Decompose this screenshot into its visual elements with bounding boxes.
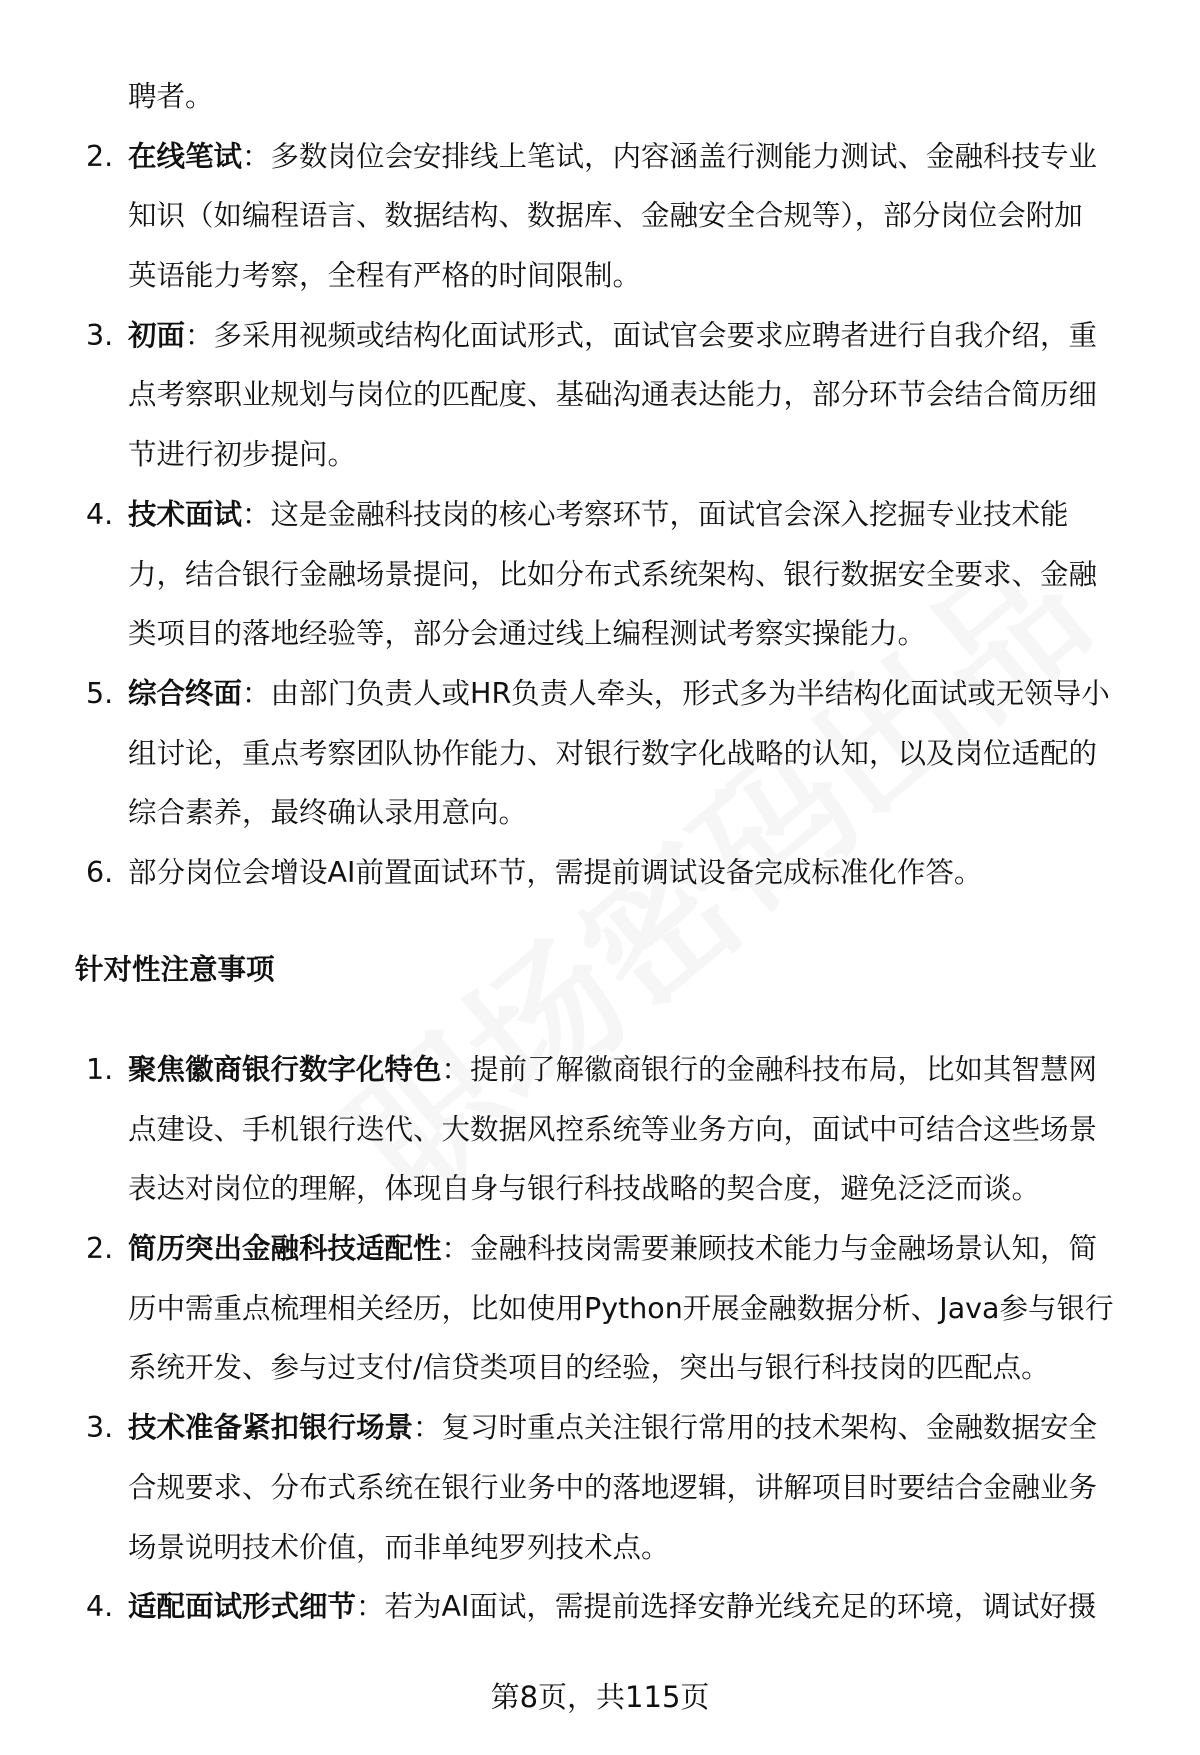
list-number: 4. xyxy=(86,497,114,531)
list-number: 3. xyxy=(86,318,114,352)
list-item xyxy=(0,306,1200,366)
item-text: ：复习时重点关注银行常用的技术架构、金融数据安全 xyxy=(413,1411,1098,1445)
list-number: 2. xyxy=(86,1232,114,1266)
item-label: 初面 xyxy=(128,318,186,352)
item-text-line: 点建设、手机银行迭代、大数据风控系统等业务方向，面试中可结合这些场景 xyxy=(128,1112,1098,1146)
item-text: ：多采用视频或结构化面试形式，面试官会要求应聘者进行自我介绍，重 xyxy=(185,318,1098,352)
item-text-line: 知识（如编程语言、数据结构、数据库、金融安全合规等），部分岗位会附加 xyxy=(128,199,1083,233)
item-text-line: 场景说明技术价值，而非单纯罗列技术点。 xyxy=(128,1530,670,1564)
list-number: 6. xyxy=(86,855,114,889)
item-text: ：由部门负责人或HR负责人牵头，形式多为半结构化面试或无领导小 xyxy=(242,676,1110,710)
item-label: 简历突出金融科技适配性 xyxy=(128,1232,442,1266)
item-text: ：金融科技岗需要兼顾技术能力与金融场景认知，简 xyxy=(441,1232,1098,1266)
list-item xyxy=(0,1219,1200,1279)
interview-process-list xyxy=(0,67,1200,903)
item-text: 部分岗位会增设AI前置面试环节，需提前调试设备完成标准化作答。 xyxy=(128,855,983,889)
item-text-line: 点考察职业规划与岗位的匹配度、基础沟通表达能力，部分环节会结合简历细 xyxy=(128,378,1098,412)
notes-list xyxy=(0,1040,1200,1637)
list-number: 2. xyxy=(86,139,114,173)
item-label: 聚焦徽商银行数字化特色 xyxy=(128,1053,442,1086)
list-number: 5. xyxy=(86,676,114,710)
item-text-line: 综合素养，最终确认录用意向。 xyxy=(128,796,528,830)
item-text-line: 英语能力考察，全程有严格的时间限制。 xyxy=(128,259,642,293)
list-number: 1. xyxy=(86,1053,114,1086)
item-text-line: 节进行初步提问。 xyxy=(128,438,357,472)
list-number: 3. xyxy=(86,1411,114,1445)
list-number: 4. xyxy=(86,1590,114,1624)
list-item xyxy=(0,843,1200,903)
item-text-line: 表达对岗位的理解，体现自身与银行科技战略的契合度，避免泛泛而谈。 xyxy=(128,1172,1041,1206)
page-footer: 第8页，共115页 xyxy=(490,1680,710,1714)
list-item xyxy=(0,485,1200,545)
item-text-line: 系统开发、参与过支付/信贷类项目的经验，突出与银行科技岗的匹配点。 xyxy=(128,1351,1050,1385)
item-label: 技术面试 xyxy=(128,497,243,531)
list-item xyxy=(0,664,1200,724)
list-item xyxy=(0,1398,1200,1458)
list-item xyxy=(0,1577,1200,1637)
list-item xyxy=(0,127,1200,187)
item-text-line: 力，结合银行金融场景提问，比如分布式系统架构、银行数据安全要求、金融 xyxy=(128,557,1098,591)
list-item xyxy=(0,1040,1200,1100)
item-label: 综合终面 xyxy=(128,676,243,710)
item-text-line: 组讨论，重点考察团队协作能力、对银行数字化战略的认知，以及岗位适配的 xyxy=(128,736,1098,770)
item-text-line: 合规要求、分布式系统在银行业务中的落地逻辑，讲解项目时要结合金融业务 xyxy=(128,1470,1098,1504)
item-text: ：这是金融科技岗的核心考察环节，面试官会深入挖掘专业技术能 xyxy=(242,497,1069,531)
item-text-line: 类项目的落地经验等，部分会通过线上编程测试考察实操能力。 xyxy=(128,617,927,651)
item-text: ：提前了解徽商银行的金融科技布局，比如其智慧网 xyxy=(441,1053,1098,1086)
item-text: ：若为AI面试，需提前选择安静光线充足的环境，调试好摄 xyxy=(356,1590,1097,1624)
item-text-line: 历中需重点梳理相关经历，比如使用Python开展金融数据分析、Java参与银行 xyxy=(128,1291,1114,1325)
item-label: 适配面试形式细节 xyxy=(128,1590,357,1624)
item-label: 在线笔试 xyxy=(128,139,243,173)
section-heading: 针对性注意事项 xyxy=(75,953,275,986)
continuation-line: 聘者。 xyxy=(128,80,214,113)
item-text: ：多数岗位会安排线上笔试，内容涵盖行测能力测试、金融科技专业 xyxy=(242,139,1098,173)
item-label: 技术准备紧扣银行场景 xyxy=(128,1411,414,1445)
